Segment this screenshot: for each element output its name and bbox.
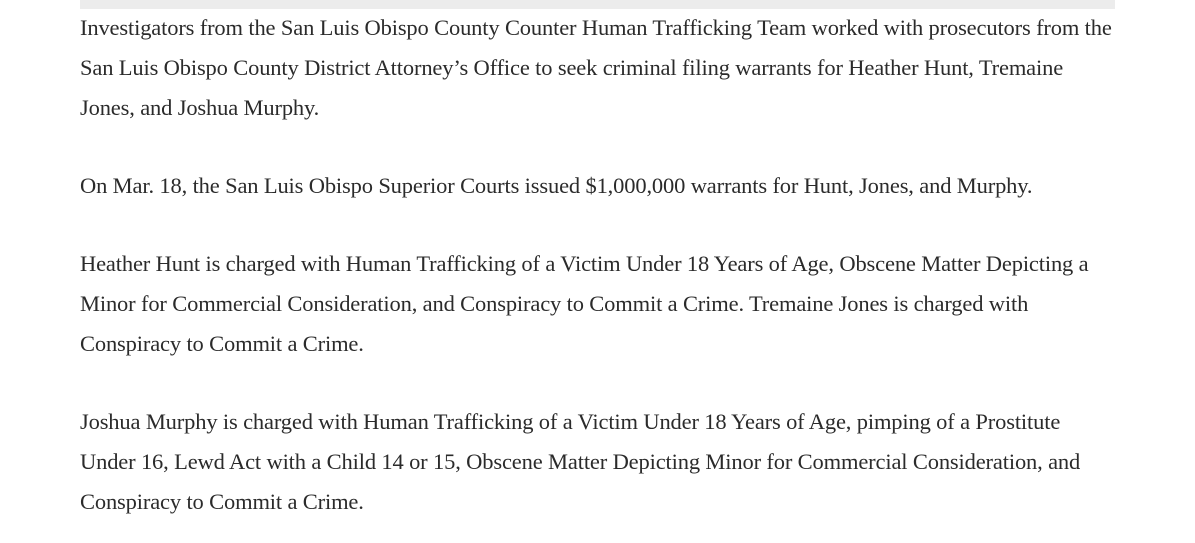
article-paragraph-warrants: On Mar. 18, the San Luis Obispo Superior Courts issued $1,000,000 warrants for Hunt, Jones, and Murphy. xyxy=(80,173,1033,198)
article-paragraph-investigators: Investigators from the San Luis Obispo County Counter Human Trafficking Team worked with prosecutors from the San Luis Obispo County District Attorney’s Office to seek criminal filing warrants for Heather Hunt, Tremaine Jones, and Joshua Murphy. xyxy=(80,15,1112,120)
article-paragraph-murphy-charges: Joshua Murphy is charged with Human Trafficking of a Victim Under 18 Years of Age, pimping of a Prostitute Under 16, Lewd Act with a Child 14 or 15, Obscene Matter Depicting Minor for Commercial Consideration, and Conspiracy to Commit a Crime. xyxy=(80,409,1081,514)
article-body xyxy=(80,8,1120,522)
article-paragraph-hunt-jones-charges: Heather Hunt is charged with Human Trafficking of a Victim Under 18 Years of Age, Obscene Matter Depicting a Minor for Commercial Consideration, and Conspiracy to Commit a Crime. Tremaine Jones is charged with Conspiracy to Commit a Crime. xyxy=(80,251,1089,356)
